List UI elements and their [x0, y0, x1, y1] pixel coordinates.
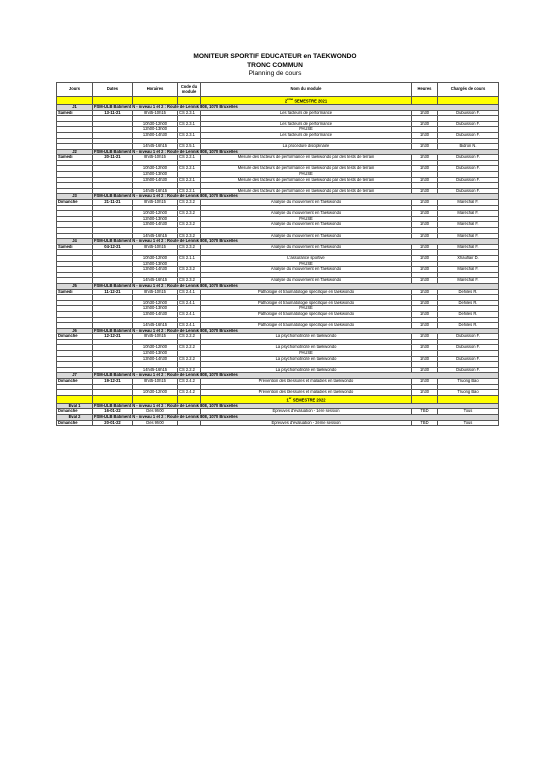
cell-day: Dimanche: [57, 379, 93, 385]
cell-code: [178, 420, 201, 426]
cell-code: CS 2.3.2: [178, 278, 201, 284]
cell-hours: 1h30: [412, 300, 438, 306]
cell-time: 13h00-14h30: [133, 311, 178, 317]
cell-hours: 1h30: [412, 379, 438, 385]
cell-teacher: Maréchal F.: [438, 267, 499, 273]
cell-hours: 1h30: [412, 367, 438, 373]
schedule-table: [56, 82, 499, 426]
cell-time: 8h45-10h15: [133, 334, 178, 340]
cell-time: 13h00-14h30: [133, 356, 178, 362]
cell-hours: 1h30: [412, 222, 438, 228]
col-charges: Chargés de cours: [438, 83, 499, 97]
cell-name: Analyse du mouvement en Taekwondo: [201, 200, 412, 206]
cell-code: CS 2.2.1: [178, 177, 201, 183]
cell-date: 20-11-21: [93, 155, 133, 161]
cell-time: 14h45-16h15: [133, 144, 178, 150]
cell-time: 14h45-16h15: [133, 233, 178, 239]
cell-teacher: Maréchal F.: [438, 200, 499, 206]
cell-name: Mesure des facteurs de performance en taekwondo par des tests de terrain: [201, 177, 412, 183]
cell-time: 14h45-16h15: [133, 367, 178, 373]
cell-name: Les facteurs de performance: [201, 132, 412, 138]
cell-time: 13h00-14h30: [133, 132, 178, 138]
cell-code: CS 2.4.2: [178, 390, 201, 396]
cell-code: CS 2.4.1: [178, 311, 201, 317]
cell-name: PAUSE: [201, 261, 412, 267]
cell-teacher: Dehiles R.: [438, 289, 499, 295]
cell-name: PAUSE: [201, 127, 412, 133]
col-jours: Jours: [57, 83, 93, 97]
cell-time: 12h00-13h00: [133, 172, 178, 178]
cell-code: CS 2.1.1: [178, 255, 201, 261]
cell-time: 13h00-14h30: [133, 267, 178, 273]
col-code: Code du module: [178, 83, 201, 97]
cell-code: CS 2.3.2: [178, 244, 201, 250]
cell-time: Dès 9h00: [133, 409, 178, 415]
cell-hours: 1h30: [412, 345, 438, 351]
cell-date: 16-01-22: [93, 409, 133, 415]
cell-time: 8h45-10h15: [133, 244, 178, 250]
week-location: FSM-ULB Batiment N - niveau 1 et 2 : Route de Lennik 808, 1070 Bruxelles: [93, 104, 499, 110]
cell-hours: 1h30: [412, 233, 438, 239]
cell-code: CS 2.3.1: [178, 132, 201, 138]
cell-teacher: Maréchal F.: [438, 222, 499, 228]
cell-code: CS 2.5.1: [178, 144, 201, 150]
cell-name: Epreuves d'évaluation - 1ère session: [201, 409, 412, 415]
cell-name: Analyse du mouvement en Taekwondo: [201, 278, 412, 284]
cell-code: CS 2.4.2: [178, 379, 201, 385]
cell-hours: 1h30: [412, 132, 438, 138]
cell-code: CS 2.2.1: [178, 188, 201, 194]
cell-code: CS 2.2.2: [178, 367, 201, 373]
cell-time: 10h30-12h00: [133, 211, 178, 217]
cell-teacher: Xhauflair D.: [438, 255, 499, 261]
cell-day: Samedi: [57, 244, 93, 250]
semester-label: 2ème SEMESTRE 2021: [201, 97, 412, 105]
cell-code: CS 2.3.2: [178, 222, 201, 228]
col-heures: Heures: [412, 83, 438, 97]
col-dates: Dates: [93, 83, 133, 97]
cell-time: 10h30-12h00: [133, 345, 178, 351]
cell-hours: 1h30: [412, 255, 438, 261]
cell-teacher: Truong Bao: [438, 390, 499, 396]
cell-teacher: Maréchal F.: [438, 211, 499, 217]
cell-name: Pathologie et traumatologie spécifique en taekwondo: [201, 289, 412, 295]
cell-teacher: Maréchal F.: [438, 244, 499, 250]
week-label: Eval 2: [57, 414, 93, 420]
cell-name: Pathologie et traumatologie spécifique en taekwondo: [201, 311, 412, 317]
week-location: FSM-ULB Batiment N - niveau 1 et 2 : Route de Lennik 808, 1070 Bruxelles: [93, 149, 499, 155]
cell-hours: TBD: [412, 420, 438, 426]
cell-name: Epreuves d'évaluation - 2ème session: [201, 420, 412, 426]
cell-name: Mesure des facteurs de performance en taekwondo par des tests de terrain: [201, 188, 412, 194]
cell-time: 12h00-13h00: [133, 261, 178, 267]
cell-time: 12h00-13h00: [133, 306, 178, 312]
cell-hours: 1h30: [412, 267, 438, 273]
week-location: FSM-ULB Batiment N - niveau 1 et 2 : Route de Lennik 808, 1070 Bruxelles: [93, 328, 499, 334]
cell-hours: 1h30: [412, 334, 438, 340]
cell-time: 13h00-14h30: [133, 222, 178, 228]
cell-hours: TBD: [412, 409, 438, 415]
cell-day: Dimanche: [57, 334, 93, 340]
cell-date: 19-12-21: [93, 379, 133, 385]
cell-time: 12h00-13h00: [133, 127, 178, 133]
cell-time: 10h30-12h00: [133, 390, 178, 396]
cell-hours: 1h30: [412, 177, 438, 183]
week-label: J6: [57, 328, 93, 334]
cell-date: 11-12-21: [93, 289, 133, 295]
cell-time: 12h00-13h00: [133, 351, 178, 357]
cell-teacher: Tous: [438, 420, 499, 426]
cell-teacher: Truong Bao: [438, 379, 499, 385]
cell-name: Prévention des blessures et maladies en taekwondo: [201, 379, 412, 385]
cell-name: Mesure des facteurs de performance en taekwondo par des tests de terrain: [201, 166, 412, 172]
cell-time: 10h30-12h00: [133, 255, 178, 261]
cell-teacher: Dubuisson F.: [438, 334, 499, 340]
cell-time: 8h45-10h15: [133, 110, 178, 116]
week-label: J7: [57, 373, 93, 379]
cell-time: 14h45-16h15: [133, 278, 178, 284]
week-label: J4: [57, 239, 93, 245]
cell-hours: 1h30: [412, 155, 438, 161]
document-title: MONITEUR SPORTIF EDUCATEUR en TAEKWONDO: [193, 53, 357, 60]
cell-name: PAUSE: [201, 216, 412, 222]
cell-hours: 1h30: [412, 278, 438, 284]
cell-name: Analyse du mouvement en Taekwondo: [201, 222, 412, 228]
cell-time: 12h00-13h00: [133, 216, 178, 222]
cell-code: CS 2.4.1: [178, 300, 201, 306]
cell-teacher: Dubuisson F.: [438, 367, 499, 373]
cell-code: CS 2.2.1: [178, 166, 201, 172]
cell-code: CS 2.2.1: [178, 155, 201, 161]
cell-date: 12-12-21: [93, 334, 133, 340]
cell-hours: 1h30: [412, 144, 438, 150]
document-heading: Planning de cours: [248, 70, 302, 78]
semester-row: [57, 97, 499, 105]
cell-name: Analyse du mouvement en Taekwondo: [201, 233, 412, 239]
cell-teacher: Dubuisson F.: [438, 166, 499, 172]
cell-teacher: Maréchal F.: [438, 278, 499, 284]
cell-time: 10h30-12h00: [133, 166, 178, 172]
cell-code: CS 2.3.2: [178, 267, 201, 273]
cell-code: CS 2.4.1: [178, 323, 201, 329]
cell-hours: 1h30: [412, 323, 438, 329]
cell-code: CS 2.2.2: [178, 334, 201, 340]
cell-name: Les facteurs de performance: [201, 121, 412, 127]
cell-teacher: Dubuisson F.: [438, 345, 499, 351]
col-horaires: Horaires: [133, 83, 178, 97]
cell-hours: 1h30: [412, 166, 438, 172]
week-location: FSM-ULB Batiment N - niveau 1 et 2 : Route de Lennik 808, 1070 Bruxelles: [93, 414, 499, 420]
cell-day: Dimanche: [57, 409, 93, 415]
cell-teacher: Dubuisson F.: [438, 110, 499, 116]
cell-teacher: Dubuisson F.: [438, 177, 499, 183]
cell-hours: 1h30: [412, 244, 438, 250]
cell-time: 14h45-16h15: [133, 323, 178, 329]
cell-teacher: Dubuisson F.: [438, 132, 499, 138]
cell-time: 13h00-14h30: [133, 177, 178, 183]
cell-hours: 1h30: [412, 200, 438, 206]
semester-row: [57, 395, 499, 403]
cell-name: La psychomotricité en taekwondo: [201, 345, 412, 351]
cell-name: Analyse du mouvement en Taekwondo: [201, 211, 412, 217]
cell-name: PAUSE: [201, 172, 412, 178]
cell-teacher: Dubuisson F.: [438, 356, 499, 362]
cell-code: CS 2.3.2: [178, 211, 201, 217]
cell-day: Samedi: [57, 110, 93, 116]
document-header: [0, 53, 550, 79]
cell-day: Samedi: [57, 289, 93, 295]
table-row: [57, 420, 499, 426]
cell-name: PAUSE: [201, 351, 412, 357]
cell-teacher: Bidron N.: [438, 144, 499, 150]
cell-teacher: Dubuisson F.: [438, 155, 499, 161]
cell-name: Les facteurs de performance: [201, 110, 412, 116]
cell-teacher: Tous: [438, 409, 499, 415]
cell-hours: 1h30: [412, 188, 438, 194]
cell-time: 8h45-10h15: [133, 200, 178, 206]
cell-date: 04-12-21: [93, 244, 133, 250]
cell-code: CS 2.2.2: [178, 345, 201, 351]
col-nom: Nom du module: [201, 83, 412, 97]
cell-teacher: Dehiles R.: [438, 311, 499, 317]
week-label: Eval 1: [57, 403, 93, 409]
cell-name: PAUSE: [201, 306, 412, 312]
cell-name: L'assurance sportive: [201, 255, 412, 261]
cell-time: 10h30-12h00: [133, 300, 178, 306]
cell-name: Analyse du mouvement en Taekwondo: [201, 244, 412, 250]
document-subtitle: TRONC COMMUN: [247, 61, 303, 69]
cell-name: La psychomotricité en taekwondo: [201, 356, 412, 362]
cell-hours: 1h30: [412, 121, 438, 127]
week-location: FSM-ULB Batiment N - niveau 1 et 2 : Route de Lennik 808, 1070 Bruxelles: [93, 373, 499, 379]
week-label: J3: [57, 194, 93, 200]
cell-hours: 1h30: [412, 356, 438, 362]
cell-time: 8h45-10h15: [133, 379, 178, 385]
cell-name: La procédure disciplinaire: [201, 144, 412, 150]
cell-date: 13-11-21: [93, 110, 133, 116]
week-location: FSM-ULB Batiment N - niveau 1 et 2 : Route de Lennik 808, 1070 Bruxelles: [93, 194, 499, 200]
cell-hours: 1h30: [412, 211, 438, 217]
cell-name: Analyse du mouvement en Taekwondo: [201, 267, 412, 273]
cell-name: Prévention des blessures et maladies en taekwondo: [201, 390, 412, 396]
cell-date: 21-11-21: [93, 200, 133, 206]
week-label: J1: [57, 104, 93, 110]
cell-name: Pathologie et traumatologie spécifique en taekwondo: [201, 300, 412, 306]
cell-time: 10h30-12h00: [133, 121, 178, 127]
cell-name: Mesure des facteurs de performance en taekwondo par des tests de terrain: [201, 155, 412, 161]
week-location: FSM-ULB Batiment N - niveau 1 et 2 : Route de Lennik 808, 1070 Bruxelles: [93, 403, 499, 409]
cell-code: CS 2.3.2: [178, 200, 201, 206]
cell-hours: 1h30: [412, 289, 438, 295]
week-location: FSM-ULB Batiment N - niveau 1 et 2 : Route de Lennik 808, 1070 Bruxelles: [93, 239, 499, 245]
cell-day: Dimanche: [57, 420, 93, 426]
cell-code: CS 2.2.2: [178, 356, 201, 362]
week-label: J2: [57, 149, 93, 155]
cell-day: Dimanche: [57, 200, 93, 206]
table-header-row: [57, 83, 499, 97]
cell-time: Dès 9h00: [133, 420, 178, 426]
cell-hours: 1h30: [412, 311, 438, 317]
cell-code: CS 2.3.2: [178, 233, 201, 239]
cell-hours: 1h30: [412, 390, 438, 396]
cell-teacher: Dehiles R.: [438, 323, 499, 329]
cell-day: Samedi: [57, 155, 93, 161]
cell-name: Pathologie et traumatologie spécifique en taekwondo: [201, 323, 412, 329]
cell-teacher: Dubuisson F.: [438, 121, 499, 127]
cell-time: 8h45-10h15: [133, 155, 178, 161]
cell-code: CS 2.3.1: [178, 121, 201, 127]
cell-name: La psychomotricité en taekwondo: [201, 367, 412, 373]
cell-time: 8h45-10h15: [133, 289, 178, 295]
cell-hours: 1h30: [412, 110, 438, 116]
cell-teacher: Dubuisson F.: [438, 188, 499, 194]
cell-teacher: Maréchal F.: [438, 233, 499, 239]
cell-date: 20-01-22: [93, 420, 133, 426]
cell-code: CS 2.3.1: [178, 110, 201, 116]
semester-label: 1er SEMESTRE 2022: [201, 395, 412, 403]
cell-name: La psychomotricité en taekwondo: [201, 334, 412, 340]
cell-code: CS 2.4.1: [178, 289, 201, 295]
week-location: FSM-ULB Batiment N - niveau 1 et 2 : Route de Lennik 808, 1070 Bruxelles: [93, 283, 499, 289]
week-label: J5: [57, 283, 93, 289]
cell-teacher: Dehiles R.: [438, 300, 499, 306]
cell-time: 14h45-16h15: [133, 188, 178, 194]
